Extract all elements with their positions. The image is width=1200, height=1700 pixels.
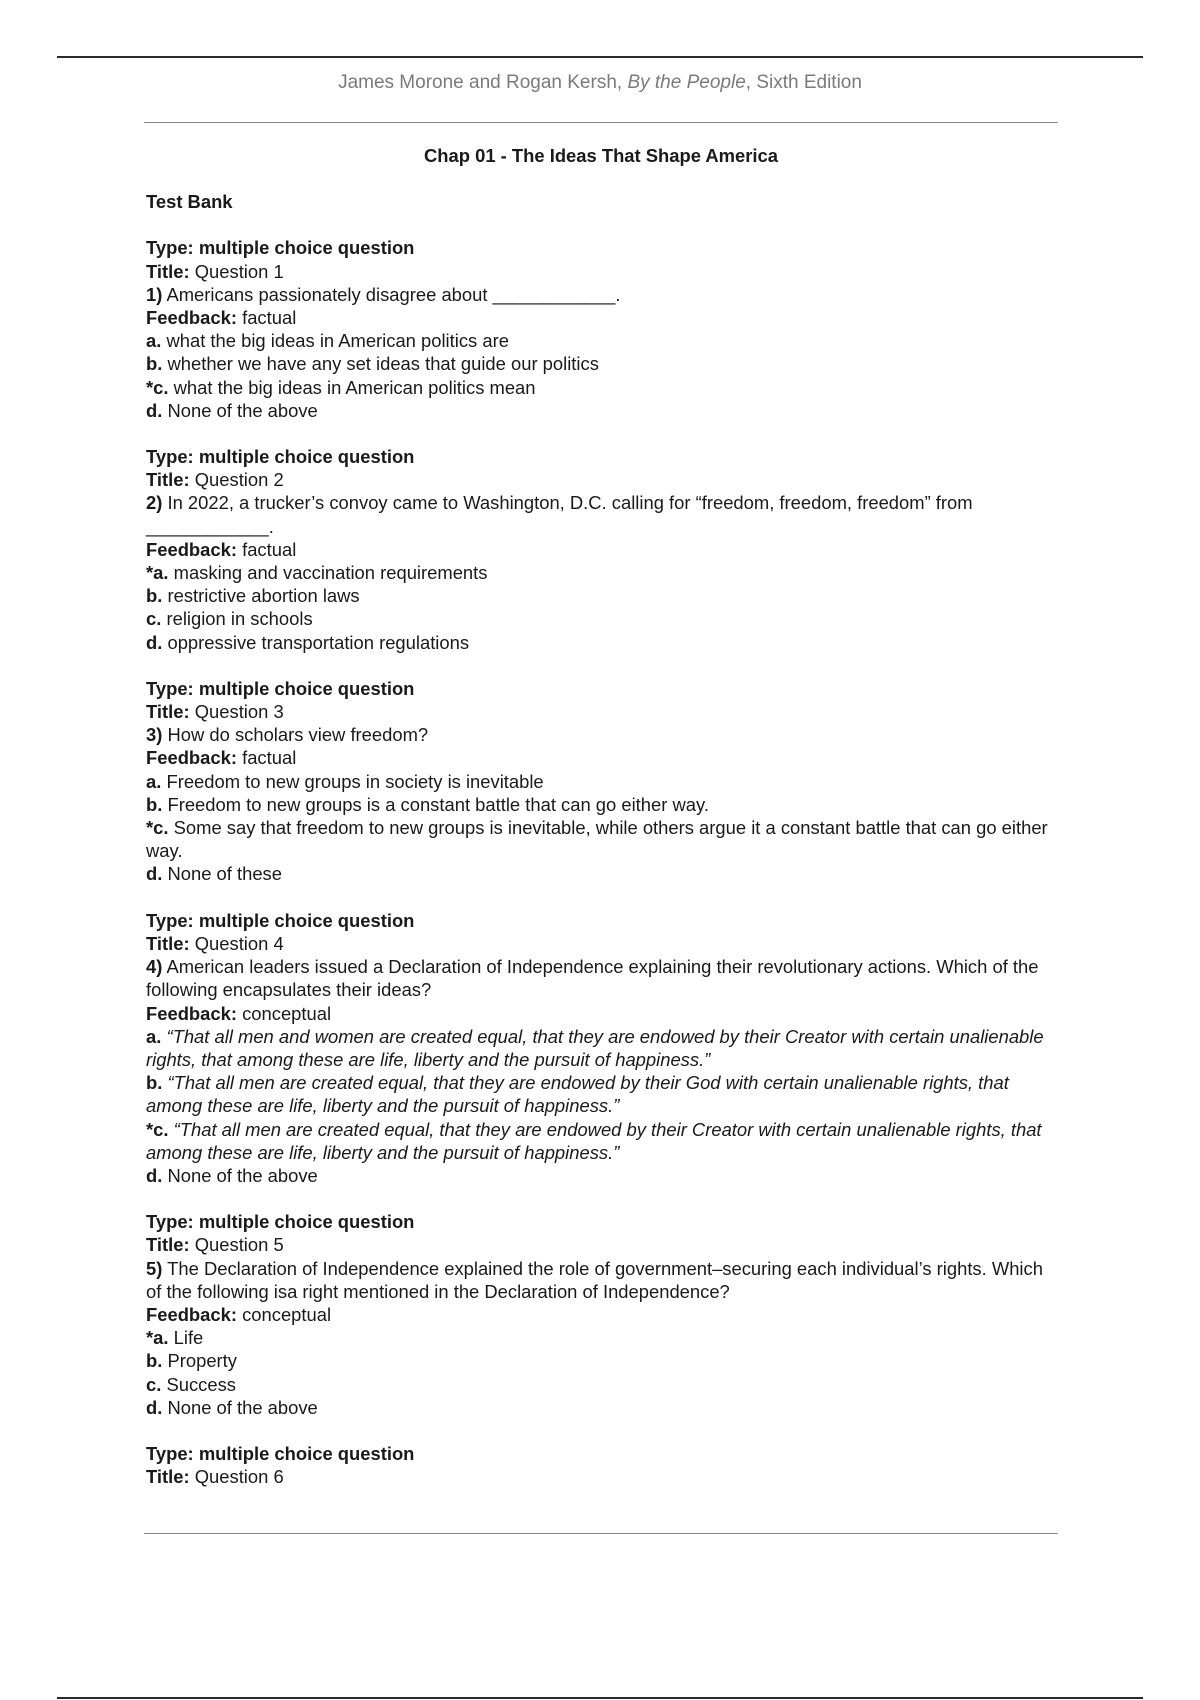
question-block (146, 1442, 1056, 1488)
question-feedback (146, 1002, 1056, 1025)
question-prompt (146, 955, 1056, 1001)
question-type-value: multiple choice question (198, 446, 415, 468)
answer-marker: d. (146, 863, 163, 885)
question-type-label: Type: (146, 1211, 194, 1233)
answer-option (146, 584, 1056, 607)
question-title (146, 1465, 1056, 1488)
question-feedback (146, 746, 1056, 769)
answer-marker: b. (146, 1350, 163, 1372)
answer-marker: a. (146, 330, 162, 352)
page-top-border (57, 56, 1143, 58)
answer-text: “That all men are created equal, that they are endowed by their Creator with certain unalienable rights, that among these are life, liberty and the pursuit of happiness.” (146, 1118, 1042, 1163)
question-prompt (146, 283, 1056, 306)
answer-marker: *c. (146, 817, 169, 839)
answer-option (146, 1349, 1056, 1372)
question-type-label: Type: (146, 446, 194, 468)
question-block (146, 1210, 1056, 1419)
answer-marker: *a. (146, 1327, 169, 1349)
answer-option (146, 793, 1056, 816)
answer-option (146, 1396, 1056, 1419)
answer-marker: a. (146, 770, 162, 792)
answer-text: what the big ideas in American politics mean (173, 376, 536, 398)
question-number: 2) (146, 492, 163, 514)
question-prompt (146, 491, 1056, 537)
header-edition: , Sixth Edition (745, 72, 862, 93)
answer-marker: *c. (146, 1118, 169, 1140)
answer-option (146, 561, 1056, 584)
question-title-value: Question 6 (194, 1466, 284, 1488)
answer-text: masking and vaccination requirements (173, 562, 488, 584)
answer-marker: d. (146, 1164, 163, 1186)
question-type-value: multiple choice question (198, 677, 415, 699)
question-type (146, 445, 1056, 468)
question-title (146, 700, 1056, 723)
question-feedback (146, 1303, 1056, 1326)
question-prompt (146, 723, 1056, 746)
answer-marker: b. (146, 353, 163, 375)
answer-marker: b. (146, 585, 163, 607)
answer-text: what the big ideas in American politics are (166, 330, 509, 352)
question-number: 4) (146, 956, 163, 978)
section-title: Test Bank (146, 191, 233, 213)
question-title (146, 932, 1056, 955)
question-type (146, 677, 1056, 700)
answer-marker: a. (146, 1025, 162, 1047)
question-title-label: Title: (146, 1466, 190, 1488)
question-title-value: Question 5 (194, 1234, 284, 1256)
question-title (146, 260, 1056, 283)
question-title-label: Title: (146, 469, 190, 491)
answer-marker: b. (146, 1072, 163, 1094)
question-text: American leaders issued a Declaration of Independence explaining their revolutionary actions. Which of the following encapsulates their ideas? (146, 956, 1039, 1001)
answer-text: Property (167, 1350, 237, 1372)
answer-text: “That all men are created equal, that they are endowed by their God with certain unalienable rights, that among these are life, liberty and the pursuit of happiness.” (146, 1072, 1009, 1117)
question-number: 1) (146, 283, 163, 305)
question-feedback-label: Feedback: (146, 1303, 237, 1325)
question-feedback-value: factual (242, 747, 297, 769)
question-feedback-label: Feedback: (146, 307, 237, 329)
question-number: 3) (146, 724, 163, 746)
question-feedback-label: Feedback: (146, 1002, 237, 1024)
answer-option (146, 816, 1056, 862)
question-text: Americans passionately disagree about ____________. (166, 283, 621, 305)
question-feedback-value: factual (242, 307, 297, 329)
answer-text: Success (166, 1373, 236, 1395)
answer-text: None of the above (167, 1396, 318, 1418)
question-number: 5) (146, 1257, 163, 1279)
answer-option (146, 1025, 1056, 1071)
answer-option (146, 1164, 1056, 1187)
answer-option (146, 329, 1056, 352)
answer-marker: c. (146, 1373, 162, 1395)
question-type (146, 1442, 1056, 1465)
answer-option (146, 862, 1056, 885)
answer-text: religion in schools (166, 608, 313, 630)
question-feedback (146, 306, 1056, 329)
document-body (146, 144, 1056, 1511)
answer-marker: b. (146, 793, 163, 815)
question-list (146, 236, 1056, 1488)
question-type-value: multiple choice question (198, 1211, 415, 1233)
question-block (146, 445, 1056, 654)
answer-marker: d. (146, 399, 163, 421)
header-divider (144, 122, 1058, 123)
question-title-value: Question 4 (194, 932, 284, 954)
answer-marker: *a. (146, 562, 169, 584)
question-type (146, 909, 1056, 932)
question-type (146, 236, 1056, 259)
answer-text: None of the above (167, 1164, 318, 1186)
answer-option (146, 631, 1056, 654)
question-feedback-value: conceptual (242, 1303, 332, 1325)
answer-option (146, 399, 1056, 422)
question-type-value: multiple choice question (198, 237, 415, 259)
answer-marker: d. (146, 1396, 163, 1418)
question-feedback-value: factual (242, 538, 297, 560)
answer-text: oppressive transportation regulations (167, 631, 470, 653)
question-title-label: Title: (146, 260, 190, 282)
question-block (146, 677, 1056, 886)
question-type-value: multiple choice question (198, 1442, 415, 1464)
answer-option (146, 352, 1056, 375)
question-title-label: Title: (146, 1234, 190, 1256)
question-text: How do scholars view freedom? (167, 724, 429, 746)
answer-text: Freedom to new groups in society is inevitable (166, 770, 544, 792)
answer-marker: *c. (146, 376, 169, 398)
question-title-label: Title: (146, 701, 190, 723)
answer-option (146, 1118, 1056, 1164)
answer-marker: d. (146, 631, 163, 653)
footer-divider (144, 1533, 1058, 1534)
header-book-title: By the People (627, 72, 746, 93)
question-feedback-label: Feedback: (146, 538, 237, 560)
question-type-label: Type: (146, 1442, 194, 1464)
chapter-title: Chap 01 - The Ideas That Shape America (424, 145, 778, 166)
answer-option (146, 1326, 1056, 1349)
answer-text: whether we have any set ideas that guide our politics (167, 353, 599, 375)
answer-text: None of the above (167, 399, 318, 421)
answer-option (146, 607, 1056, 630)
answer-text: Freedom to new groups is a constant battle that can go either way. (167, 793, 709, 815)
answer-text: restrictive abortion laws (167, 585, 360, 607)
question-feedback (146, 538, 1056, 561)
question-text: In 2022, a trucker’s convoy came to Washington, D.C. calling for “freedom, freedom, freedom” from ____________. (146, 492, 973, 537)
question-title-value: Question 1 (194, 260, 284, 282)
answer-text: None of these (167, 863, 282, 885)
answer-marker: c. (146, 608, 162, 630)
answer-text: Life (173, 1327, 204, 1349)
answer-text: “That all men and women are created equal, that they are endowed by their Creator with certain unalienable rights, that among these are life, liberty and the pursuit of happiness.” (146, 1025, 1044, 1070)
question-text: The Declaration of Independence explained the role of government–securing each individual’s rights. Which of the following isa right mentioned in the Declaration of Independence? (146, 1257, 1043, 1302)
question-block (146, 909, 1056, 1187)
answer-option (146, 770, 1056, 793)
running-header (0, 72, 1200, 94)
question-feedback-value: conceptual (242, 1002, 332, 1024)
question-title (146, 1233, 1056, 1256)
header-authors: James Morone and Rogan Kersh, (338, 72, 628, 93)
answer-option (146, 376, 1056, 399)
question-title (146, 468, 1056, 491)
page-bottom-border (57, 1697, 1143, 1699)
question-title-label: Title: (146, 932, 190, 954)
question-title-value: Question 2 (194, 469, 284, 491)
question-type-label: Type: (146, 677, 194, 699)
question-type (146, 1210, 1056, 1233)
question-feedback-label: Feedback: (146, 747, 237, 769)
question-title-value: Question 3 (194, 701, 284, 723)
question-block (146, 236, 1056, 422)
answer-option (146, 1071, 1056, 1117)
question-type-value: multiple choice question (198, 909, 415, 931)
question-prompt (146, 1257, 1056, 1303)
answer-option (146, 1373, 1056, 1396)
question-type-label: Type: (146, 237, 194, 259)
question-type-label: Type: (146, 909, 194, 931)
answer-text: Some say that freedom to new groups is inevitable, while others argue it a constant battle that can go either way. (146, 817, 1048, 862)
